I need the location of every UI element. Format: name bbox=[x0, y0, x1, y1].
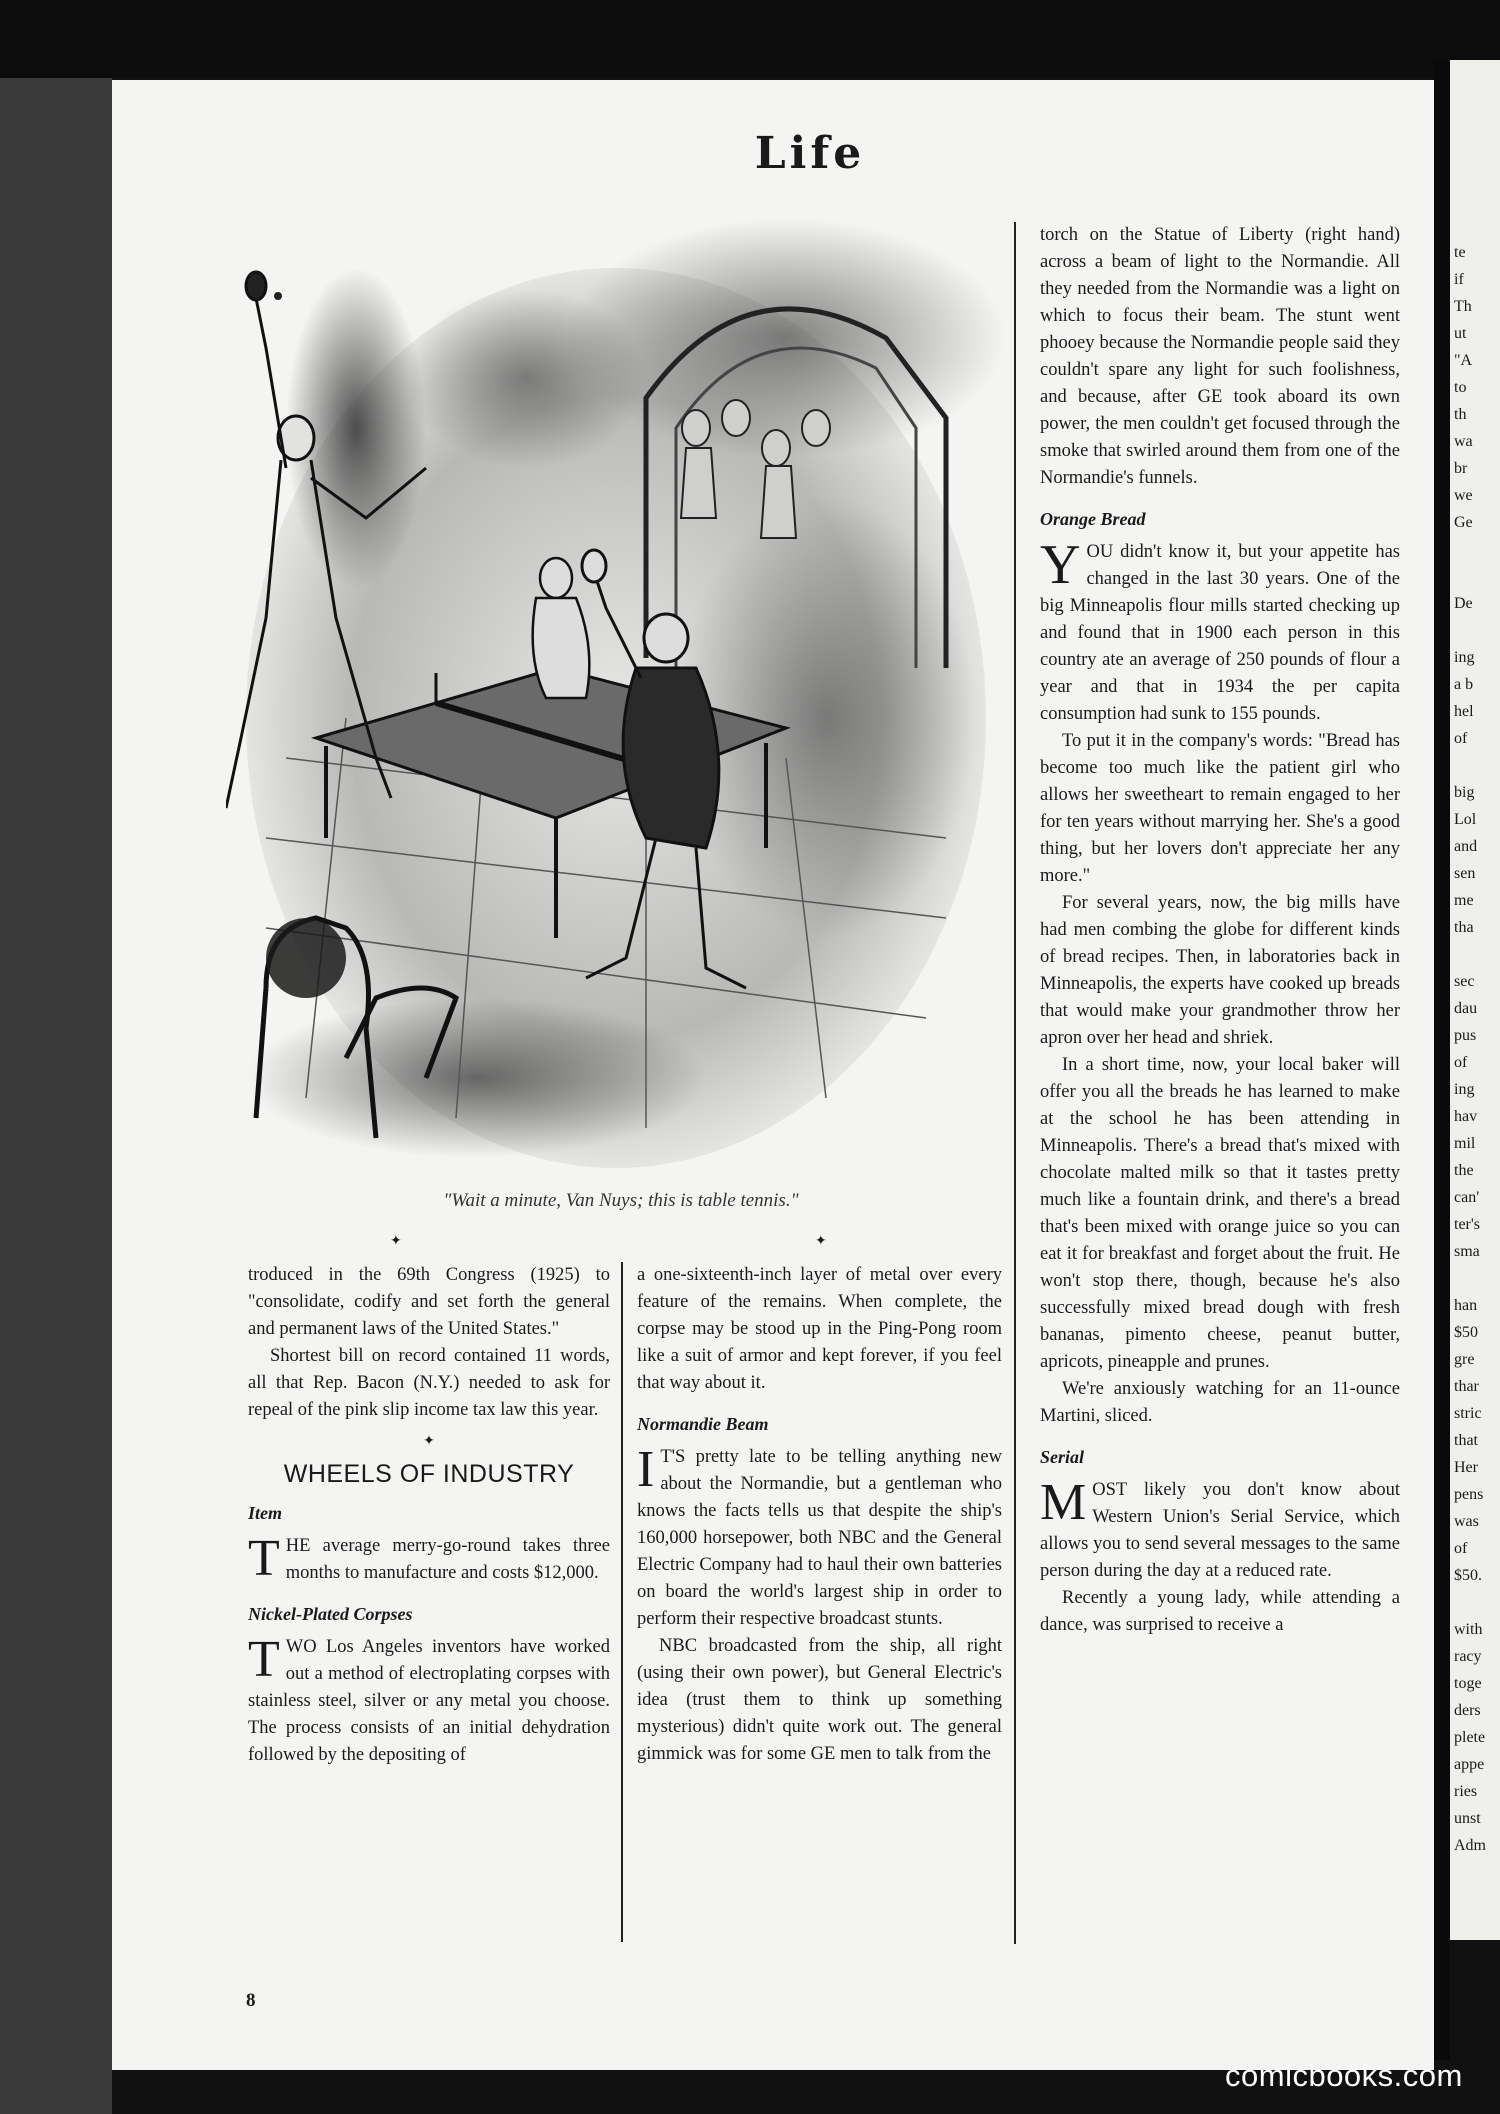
drop-cap-t2: T bbox=[248, 1631, 280, 1688]
adjacent-page-fragment: with bbox=[1454, 1621, 1483, 1638]
adjacent-page-fragment: ing bbox=[1454, 1081, 1475, 1098]
nickel-paragraph bbox=[248, 1631, 610, 1769]
adjacent-page-fragment: if bbox=[1454, 271, 1464, 288]
column-rule-1 bbox=[621, 1262, 623, 1942]
ornament-3: ✦ bbox=[423, 1434, 435, 1449]
orange-heading: Orange Bread bbox=[1040, 509, 1146, 529]
item-paragraph bbox=[248, 1530, 610, 1587]
adjacent-page-fragment: mil bbox=[1454, 1135, 1476, 1152]
ornament-2: ✦ bbox=[815, 1234, 827, 1249]
drop-cap-y: Y bbox=[1040, 534, 1081, 596]
col3-paragraph-5: In a short time, now, your local baker will offer you all the breads he has learned to make at the school he has been attending in Minneapolis. There's a bread that's mixed with chocolate malted milk so that it tastes pretty much like a fountain drink, and there's a bread that's been mixed with orange juice so you can eat it for breakfast and forget about the fruit. He won't stop there, though, because he's also successfully mixed bread dough with fresh bananas, pimento cheese, peanut butter, apricots, pineapple and prunes. bbox=[1040, 1055, 1400, 1372]
adjacent-page-fragment: a b bbox=[1454, 676, 1474, 693]
section-title: WHEELS OF INDUSTRY bbox=[283, 1460, 575, 1488]
column-2 bbox=[637, 1262, 1002, 1768]
adjacent-page-fragment: pus bbox=[1454, 1027, 1477, 1044]
col3-paragraph-6: We're anxiously watching for an 11-ounce Martini, sliced. bbox=[1040, 1379, 1400, 1426]
col2-paragraph-1: a one-sixteenth-inch layer of metal over every feature of the remains. When complete, the corpse may be stood up in the Ping-Pong room like a suit of armor and kept forever, if you feel that way about it. bbox=[637, 1265, 1002, 1393]
adjacent-page-fragment: ders bbox=[1454, 1702, 1481, 1719]
adjacent-page-fragment: hel bbox=[1454, 703, 1474, 720]
page-number: 8 bbox=[246, 1990, 256, 2011]
adjacent-page-fragment: me bbox=[1454, 892, 1474, 909]
adjacent-page-fragment: thar bbox=[1454, 1378, 1479, 1395]
adjacent-page-fragment: $50 bbox=[1454, 1324, 1478, 1341]
nickel-text: WO Los Angeles inventors have worked out a method of electroplating corpses with stainless steel, silver or any metal you choose. The process consists of an initial dehydration followed by the depositing of bbox=[248, 1637, 610, 1765]
adjacent-page-fragment: that bbox=[1454, 1432, 1478, 1449]
watermark: comicbooks.com bbox=[1225, 2058, 1463, 2093]
normandie-text: T'S pretty late to be telling anything new about the Normandie, but a gentleman who knows the facts tells us that despite the ship's 160,000 horsepower, both NBC and the General Electric Company had to haul their own batteries on board the world's largest ship in order to perform their respective broadcast stunts. bbox=[637, 1447, 1002, 1629]
adjacent-page-fragment: th bbox=[1454, 406, 1467, 423]
item-text: HE average merry-go-round takes three months to manufacture and costs $12,000. bbox=[285, 1536, 610, 1583]
adjacent-page-fragment: sec bbox=[1454, 973, 1475, 990]
adjacent-page-fragment: racy bbox=[1454, 1648, 1482, 1665]
scan-background-top bbox=[0, 0, 1500, 78]
adjacent-page-fragment: tha bbox=[1454, 919, 1474, 936]
adjacent-page-fragment: of bbox=[1454, 1540, 1468, 1557]
orange-paragraph bbox=[1040, 534, 1400, 728]
adjacent-page-fragment: pens bbox=[1454, 1486, 1484, 1503]
drop-cap-m: M bbox=[1040, 1474, 1087, 1531]
col1-paragraph-2: Shortest bill on record contained 11 words, all that Rep. Bacon (N.Y.) needed to ask for repeal of the pink slip income tax law this year. bbox=[248, 1346, 610, 1420]
adjacent-page-fragment: we bbox=[1454, 487, 1473, 504]
adjacent-page-fragment: unst bbox=[1454, 1810, 1481, 1827]
drop-cap-i: I bbox=[637, 1441, 655, 1498]
orange-text: OU didn't know it, but your appetite has changed in the last 30 years. One of the big Minneapolis flour mills started checking up and found that in 1900 each person in this country ate an average of 250 pounds of flour a year and that in 1934 the per capita consumption had sunk to 155 pounds. bbox=[1040, 542, 1400, 724]
adjacent-page-fragment: was bbox=[1454, 1513, 1479, 1530]
adjacent-page-fragment: Lol bbox=[1454, 811, 1477, 828]
column-rule-2 bbox=[1014, 222, 1016, 1944]
column-1 bbox=[248, 1262, 610, 1769]
adjacent-page-fragment: can' bbox=[1454, 1189, 1480, 1206]
column-3 bbox=[1040, 222, 1400, 1639]
scan-background-left bbox=[0, 0, 112, 2114]
adjacent-page-fragment: toge bbox=[1454, 1675, 1482, 1692]
drop-cap-t: T bbox=[248, 1530, 280, 1587]
cartoon-caption: "Wait a minute, Van Nuys; this is table tennis." bbox=[443, 1190, 799, 1211]
col1-paragraph-1: troduced in the 69th Congress (1925) to "consolidate, codify and set forth the general and permanent laws of the United States." bbox=[248, 1265, 610, 1339]
page-gutter bbox=[1434, 60, 1450, 2060]
adjacent-page-fragment: ut bbox=[1454, 325, 1467, 342]
col3-paragraph-8: Recently a young lady, while attending a dance, was surprised to receive a bbox=[1040, 1588, 1400, 1635]
adjacent-page-fragment: plete bbox=[1454, 1729, 1486, 1746]
nickel-heading: Nickel-Plated Corpses bbox=[248, 1604, 413, 1624]
normandie-paragraph bbox=[637, 1441, 1002, 1633]
ornament-1: ✦ bbox=[390, 1234, 402, 1249]
adjacent-page-fragment: of bbox=[1454, 730, 1468, 747]
adjacent-page-fragment: and bbox=[1454, 838, 1478, 855]
serial-heading: Serial bbox=[1040, 1447, 1085, 1467]
adjacent-page-edge bbox=[1450, 60, 1500, 1940]
adjacent-page-fragment: Ge bbox=[1454, 514, 1473, 531]
adjacent-page-fragment: to bbox=[1454, 379, 1467, 396]
adjacent-page-fragment: gre bbox=[1454, 1351, 1475, 1368]
item-heading: Item bbox=[248, 1503, 282, 1523]
adjacent-page-fragment: sma bbox=[1454, 1243, 1480, 1260]
adjacent-page-fragment: $50. bbox=[1454, 1567, 1482, 1584]
adjacent-page-fragment: the bbox=[1454, 1162, 1474, 1179]
adjacent-page-fragment: Her bbox=[1454, 1459, 1478, 1476]
masthead: Life bbox=[754, 128, 866, 179]
adjacent-page-fragment: stric bbox=[1454, 1405, 1482, 1422]
normandie-heading: Normandie Beam bbox=[637, 1414, 769, 1434]
adjacent-page-fragment: Adm bbox=[1454, 1837, 1486, 1854]
adjacent-page-fragment: big bbox=[1454, 784, 1475, 801]
adjacent-page-fragment: ing bbox=[1454, 649, 1475, 666]
col3-paragraph-3: To put it in the company's words: "Bread has become too much like the patient girl who allows her sweetheart to remain engaged to her for ten years without marrying her. She's a good thing, but her lovers don't appreciate her any more." bbox=[1040, 731, 1400, 886]
adjacent-page-fragment: appe bbox=[1454, 1756, 1485, 1773]
adjacent-page-fragment: wa bbox=[1454, 433, 1473, 450]
serial-paragraph bbox=[1040, 1474, 1400, 1585]
adjacent-page-fragment: sen bbox=[1454, 865, 1476, 882]
col2-paragraph-3: NBC broadcasted from the ship, all right (using their own power), but General Electric's idea (trust them to think up something mysterious) didn't quite work out. The general gimmick was for some GE men to talk from the bbox=[637, 1636, 1002, 1764]
adjacent-page-fragment: dau bbox=[1454, 1000, 1478, 1017]
adjacent-page-fragment: "A bbox=[1454, 352, 1473, 369]
adjacent-page-fragment: ries bbox=[1454, 1783, 1478, 1800]
adjacent-page-fragment: De bbox=[1454, 595, 1473, 612]
serial-text: OST likely you don't know about Western Union's Serial Service, which allows you to send several messages to the same person during the day at a reduced rate. bbox=[1040, 1480, 1400, 1581]
col3-paragraph-1: torch on the Statue of Liberty (right hand) across a beam of light to the Normandie. All they needed from the Normandie was a light on which to focus their beam. The stunt went phooey because the Normandie people said they couldn't spare any light for such foolishness, and because, after GE took aboard its own power, the men couldn't get focused through the smoke that swirled around them from one of the Normandie's funnels. bbox=[1040, 225, 1400, 488]
adjacent-page-fragment: han bbox=[1454, 1297, 1478, 1314]
adjacent-page-fragment: hav bbox=[1454, 1108, 1478, 1125]
cartoon-illustration bbox=[226, 198, 1016, 1168]
col3-paragraph-4: For several years, now, the big mills have had men combing the globe for different kinds of bread recipes. Then, in laboratories back in Minneapolis, the experts have cooked up breads that would make your grandmother throw her apron over her head and shriek. bbox=[1040, 893, 1400, 1048]
adjacent-page-fragment: br bbox=[1454, 460, 1468, 477]
adjacent-page-fragment: Th bbox=[1454, 298, 1472, 315]
adjacent-page-fragment: of bbox=[1454, 1054, 1468, 1071]
adjacent-page-fragment: ter's bbox=[1454, 1216, 1480, 1233]
adjacent-page-fragment: te bbox=[1454, 244, 1466, 261]
